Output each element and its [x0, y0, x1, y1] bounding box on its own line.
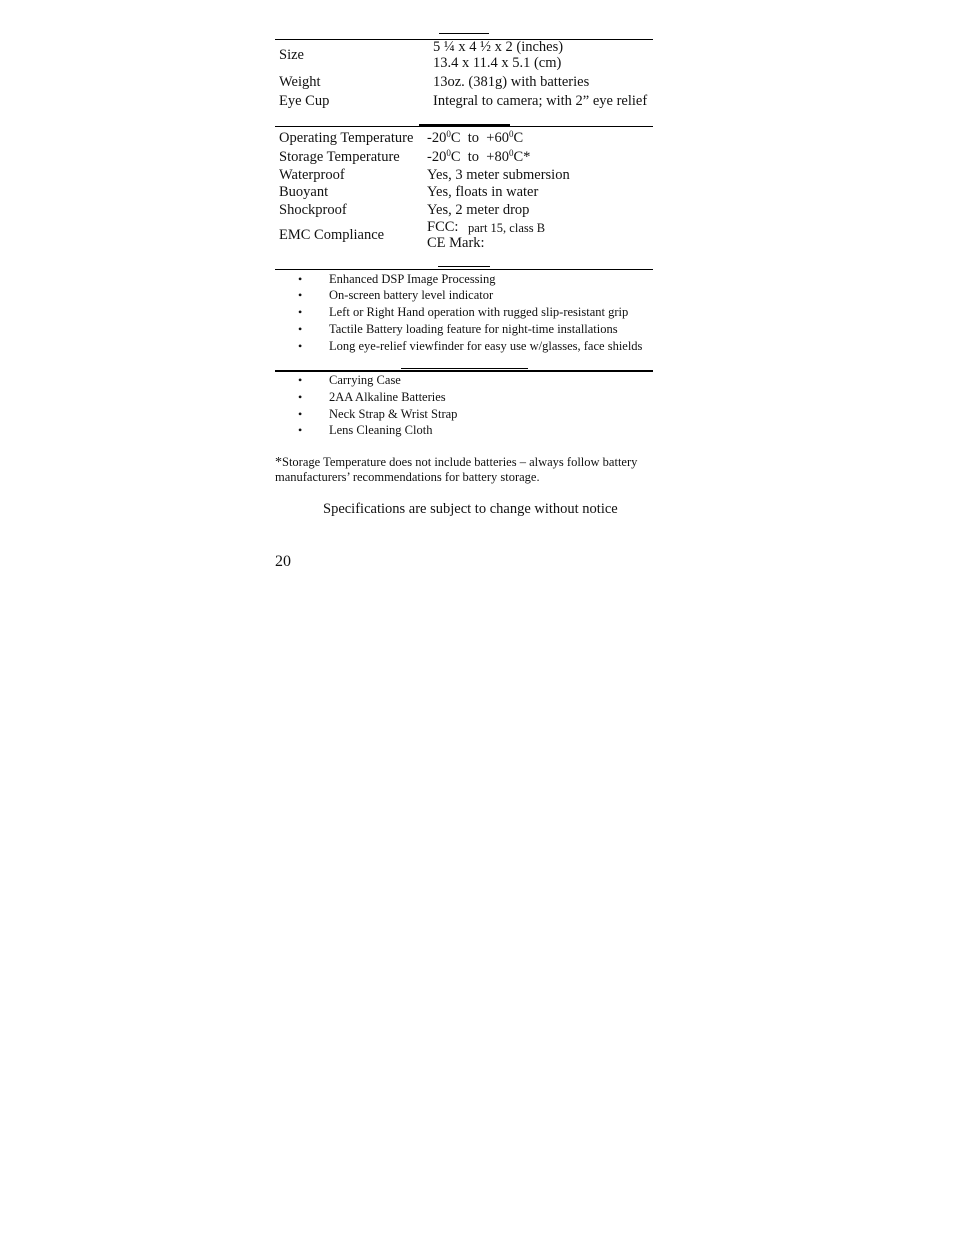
list-item: On-screen battery level indicator: [329, 288, 494, 302]
waterproof-value: Yes, 3 meter submersion: [427, 167, 570, 183]
bullet: •: [298, 322, 303, 336]
bullet: •: [298, 373, 303, 387]
footnote-star: *: [275, 455, 282, 470]
section-heading-underline: [439, 33, 489, 34]
buoyant-label: Buoyant: [279, 184, 329, 200]
bullet: •: [298, 288, 303, 302]
change-notice: Specifications are subject to change without notice: [323, 501, 618, 517]
buoyant-value: Yes, floats in water: [427, 184, 539, 200]
eye-cup-label: Eye Cup: [279, 93, 330, 109]
bullet: •: [298, 305, 303, 319]
size-value-inches: 5 ¼ x 4 ½ x 2 (inches): [433, 39, 564, 55]
emc-fcc-value: part 15, class B: [468, 221, 546, 235]
list-item: Long eye-relief viewfinder for easy use w/glasses, face shields: [329, 339, 643, 353]
shockproof-value: Yes, 2 meter drop: [427, 202, 530, 218]
footnote-line-1: *Storage Temperature does not include batteries – always follow battery: [275, 455, 638, 470]
footnote-line-2: manufacturers’ recommendations for battery storage.: [275, 470, 540, 484]
page-number: 20: [275, 553, 291, 570]
list-top-rule: [275, 269, 653, 270]
eye-cup-value: Integral to camera; with 2” eye relief: [433, 93, 648, 109]
list-item: Tactile Battery loading feature for night-time installations: [329, 322, 618, 336]
weight-value: 13oz. (381g) with batteries: [433, 74, 590, 90]
emc-label: EMC Compliance: [279, 227, 385, 243]
operating-temp-label: Operating Temperature: [279, 130, 414, 146]
emc-ce-label: CE Mark:: [427, 235, 485, 251]
bullet: •: [298, 339, 303, 353]
table-top-rule: [275, 126, 653, 127]
waterproof-label: Waterproof: [279, 167, 345, 183]
bullet: •: [298, 407, 303, 421]
size-value-cm: 13.4 x 11.4 x 5.1 (cm): [433, 55, 562, 71]
operating-temp-value: $-20^0C$ to $+60^0C$: [427, 129, 524, 146]
weight-label: Weight: [279, 74, 321, 90]
list-top-rule: [275, 370, 653, 372]
list-item: Left or Right Hand operation with rugged slip-resistant grip: [329, 305, 629, 319]
list-item: Enhanced DSP Image Processing: [329, 272, 496, 286]
bullet: •: [298, 272, 303, 286]
storage-temp-label: Storage Temperature: [279, 149, 400, 165]
list-item: 2AA Alkaline Batteries: [329, 390, 446, 404]
emc-fcc-label: FCC:: [427, 219, 459, 235]
list-item: Neck Strap & Wrist Strap: [329, 407, 458, 421]
section-heading-underline: [438, 266, 490, 267]
section-heading-underline: [401, 368, 528, 369]
storage-temp-value: $-20^0C$ to $+80^0C*$: [427, 148, 531, 165]
size-label: Size: [279, 47, 304, 63]
bullet: •: [298, 423, 303, 437]
list-item: Lens Cleaning Cloth: [329, 423, 433, 437]
list-item: Carrying Case: [329, 373, 401, 387]
bullet: •: [298, 390, 303, 404]
shockproof-label: Shockproof: [279, 202, 347, 218]
